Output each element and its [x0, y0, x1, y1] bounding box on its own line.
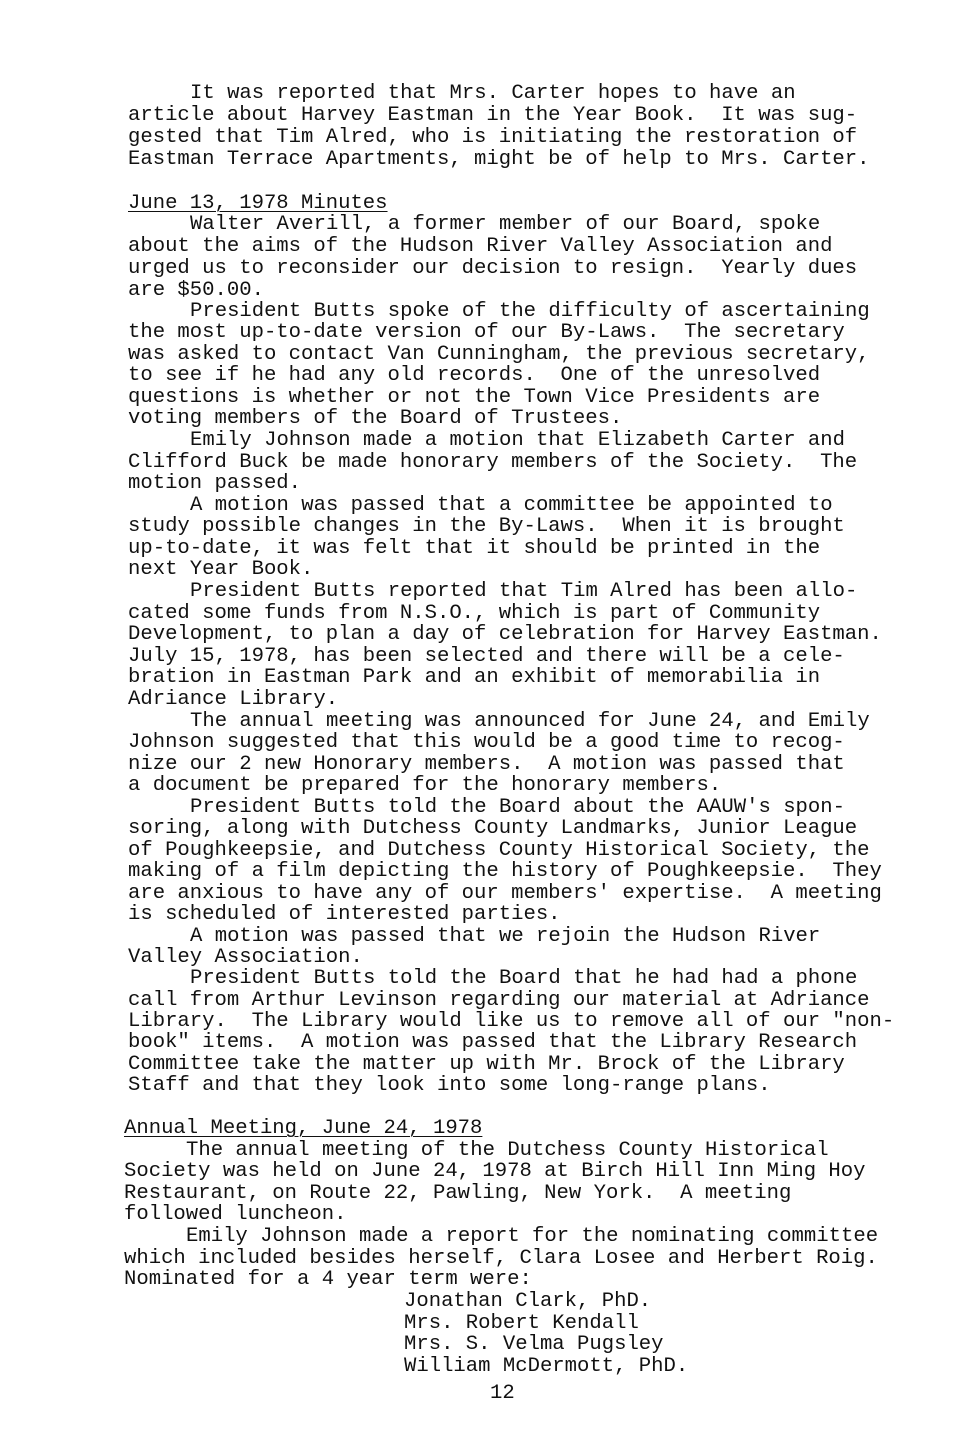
text-line: Development, to plan a day of celebration for Harvey Eastman.: [128, 623, 882, 646]
text-line: cated some funds from N.S.O., which is part of Community: [128, 602, 821, 625]
section-heading: June 13, 1978 Minutes: [128, 192, 388, 215]
text-line: which included besides herself, Clara Losee and Herbert Roig.: [124, 1247, 878, 1270]
text-line: making of a film depicting the history of Poughkeepsie. They: [128, 860, 882, 883]
text-line: bration in Eastman Park and an exhibit of memorabilia in: [128, 666, 821, 689]
text-line: of Poughkeepsie, and Dutchess County Historical Society, the: [128, 839, 870, 862]
text-line: next Year Book.: [128, 558, 314, 581]
text-line: Walter Averill, a former member of our Board, spoke: [190, 213, 821, 236]
text-line: urged us to reconsider our decision to resign. Yearly dues: [128, 257, 858, 280]
text-line: up-to-date, it was felt that it should be printed in the: [128, 537, 821, 560]
text-line: President Butts told the Board that he had had a phone: [190, 967, 858, 990]
text-line: study possible changes in the By-Laws. When it is brought: [128, 515, 845, 538]
text-line: Johnson suggested that this would be a good time to recog-: [128, 731, 845, 754]
text-line: Committee take the matter up with Mr. Brock of the Library: [128, 1053, 845, 1076]
text-line: to see if he had any old records. One of the unresolved: [128, 364, 821, 387]
text-line: about the aims of the Hudson River Valley Association and: [128, 235, 833, 258]
section-heading: Annual Meeting, June 24, 1978: [124, 1117, 483, 1140]
text-line: The annual meeting was announced for June 24, and Emily: [190, 710, 870, 733]
text-line: was asked to contact Van Cunningham, the previous secretary,: [128, 343, 870, 366]
text-line: Society was held on June 24, 1978 at Birch Hill Inn Ming Hoy: [124, 1160, 866, 1183]
text-line: followed luncheon.: [124, 1203, 347, 1226]
text-line: President Butts reported that Tim Alred has been allo-: [190, 580, 858, 603]
text-line: a document be prepared for the honorary members.: [128, 774, 722, 797]
text-line: voting members of the Board of Trustees.: [128, 407, 623, 430]
text-line: A motion was passed that we rejoin the Hudson River: [190, 925, 821, 948]
text-line: The annual meeting of the Dutchess County Historical: [186, 1139, 829, 1162]
text-line: gested that Tim Alred, who is initiating the restoration of: [128, 126, 858, 149]
text-line: July 15, 1978, has been selected and there will be a cele-: [128, 645, 845, 668]
text-line: are $50.00.: [128, 279, 264, 302]
text-line: call from Arthur Levinson regarding our material at Adriance: [128, 989, 870, 1012]
text-line: nize our 2 new Honorary members. A motion was passed that: [128, 753, 845, 776]
text-line: Nominated for a 4 year term were:: [124, 1268, 532, 1291]
list-item: Mrs. Robert Kendall: [404, 1312, 639, 1335]
list-item: Jonathan Clark, PhD.: [404, 1290, 652, 1313]
text-line: Eastman Terrace Apartments, might be of help to Mrs. Carter.: [128, 148, 870, 171]
text-line: is scheduled of interested parties.: [128, 903, 561, 926]
text-line: Emily Johnson made a report for the nominating committee: [186, 1225, 879, 1248]
text-line: It was reported that Mrs. Carter hopes to have an: [190, 82, 796, 105]
text-line: soring, along with Dutchess County Landmarks, Junior League: [128, 817, 858, 840]
page-number: 12: [490, 1382, 515, 1405]
list-item: William McDermott, PhD.: [404, 1355, 689, 1378]
text-line: Clifford Buck be made honorary members of the Society. The: [128, 451, 858, 474]
text-line: President Butts told the Board about the AAUW's spon-: [190, 796, 845, 819]
text-line: Library. The Library would like us to remove all of our "non-: [128, 1010, 895, 1033]
text-line: book" items. A motion was passed that the Library Research: [128, 1031, 858, 1054]
text-line: motion passed.: [128, 472, 302, 495]
text-line: are anxious to have any of our members' expertise. A meeting: [128, 882, 882, 905]
text-line: Restaurant, on Route 22, Pawling, New York. A meeting: [124, 1182, 792, 1205]
text-line: President Butts spoke of the difficulty of ascertaining: [190, 300, 870, 323]
text-line: article about Harvey Eastman in the Year Book. It was sug-: [128, 104, 858, 127]
text-line: Adriance Library.: [128, 688, 339, 711]
text-line: Valley Association.: [128, 946, 363, 969]
text-line: questions is whether or not the Town Vice Presidents are: [128, 386, 821, 409]
text-line: Emily Johnson made a motion that Elizabeth Carter and: [190, 429, 845, 452]
text-line: the most up-to-date version of our By-Laws. The secretary: [128, 321, 845, 344]
text-line: A motion was passed that a committee be appointed to: [190, 494, 833, 517]
text-line: Staff and that they look into some long-range plans.: [128, 1074, 771, 1097]
list-item: Mrs. S. Velma Pugsley: [404, 1333, 664, 1356]
